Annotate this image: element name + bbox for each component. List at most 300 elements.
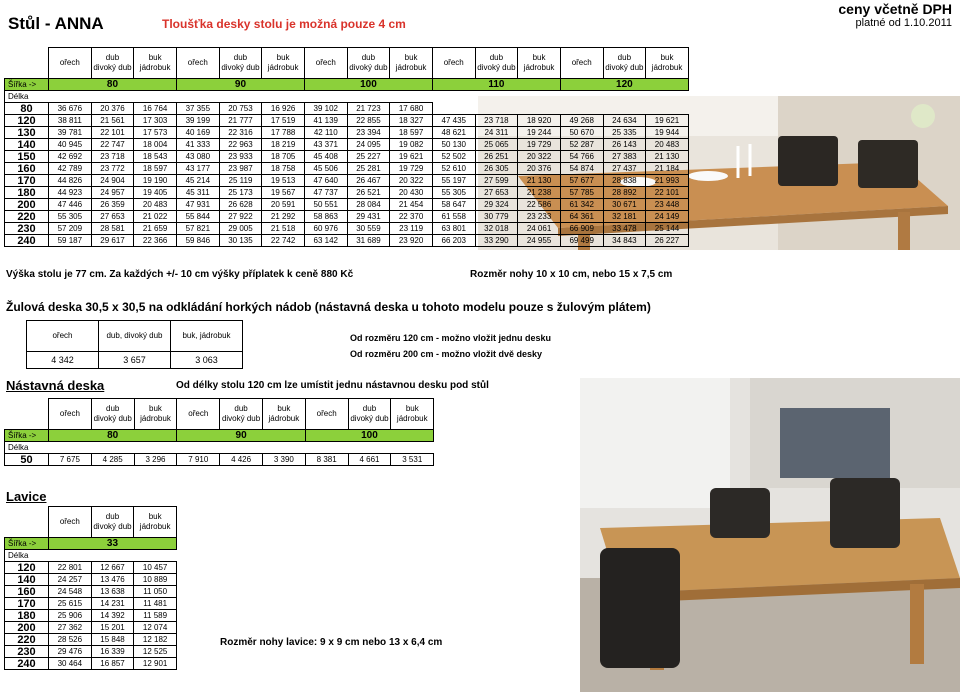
width-value: 90 <box>177 430 305 442</box>
header-row <box>5 48 689 79</box>
table-row <box>5 235 689 247</box>
blank-cell <box>49 91 689 103</box>
length-value: 140 <box>5 139 49 151</box>
price-cell: 12 525 <box>134 646 177 658</box>
length-value: 200 <box>5 622 49 634</box>
price-cell: 21 022 <box>134 211 177 223</box>
price-cell: 16 339 <box>91 646 134 658</box>
price-cell: 20 322 <box>518 151 561 163</box>
price-cell: 39 781 <box>49 127 92 139</box>
length-value: 160 <box>5 586 49 598</box>
column-header: ořech <box>49 507 92 538</box>
price-cell: 19 567 <box>262 187 305 199</box>
column-header: dub divoký dub <box>348 399 391 430</box>
price-cell: 25 227 <box>347 151 390 163</box>
length-value: 200 <box>5 199 49 211</box>
bench-table <box>4 506 177 670</box>
price-cell: 31 689 <box>347 235 390 247</box>
price-cell: 12 074 <box>134 622 177 634</box>
width-label: Šířka -> <box>5 430 49 442</box>
price-cell: 19 729 <box>390 163 433 175</box>
price-cell: 30 464 <box>49 658 92 670</box>
price-cell: 21 993 <box>646 175 689 187</box>
price-cell: 13 638 <box>91 586 134 598</box>
price-cell: 27 362 <box>49 622 92 634</box>
price-cell: 24 904 <box>91 175 134 187</box>
price-cell: 27 922 <box>219 211 262 223</box>
length-value: 80 <box>5 103 49 115</box>
column-header: ořech <box>49 48 92 79</box>
price-cell: 20 753 <box>219 103 262 115</box>
ext-header-row <box>5 399 434 430</box>
price-cell: 27 437 <box>603 163 646 175</box>
price-cell: 22 801 <box>49 562 92 574</box>
price-cell: 39 199 <box>176 115 219 127</box>
price-cell: 7 675 <box>49 454 92 466</box>
table-row <box>5 103 689 115</box>
price-cell: 16 764 <box>134 103 177 115</box>
price-cell: 29 324 <box>475 199 518 211</box>
price-cell: 24 257 <box>49 574 92 586</box>
price-cell: 3 390 <box>262 454 305 466</box>
width-value: 80 <box>49 430 177 442</box>
price-cell: 12 182 <box>134 634 177 646</box>
price-cell: 18 705 <box>262 151 305 163</box>
column-header: buk jádrobuk <box>390 48 433 79</box>
price-cell: 30 559 <box>347 223 390 235</box>
table-row <box>5 211 689 223</box>
bench-width: 33 <box>49 538 177 550</box>
column-header: dub divoký dub <box>91 48 134 79</box>
price-cell: 18 327 <box>390 115 433 127</box>
price-cell: 13 476 <box>91 574 134 586</box>
length-value: 240 <box>5 658 49 670</box>
price-cell: 30 135 <box>219 235 262 247</box>
price-cell: 52 287 <box>560 139 603 151</box>
table-row <box>5 574 177 586</box>
granite-note-2: Od rozměru 200 cm - možno vložit dvě desky <box>350 349 543 359</box>
price-cell: 25 065 <box>475 139 518 151</box>
price-cell: 38 811 <box>49 115 92 127</box>
price-cell: 50 551 <box>304 199 347 211</box>
price-cell: 19 621 <box>390 151 433 163</box>
price-cell: 66 909 <box>560 223 603 235</box>
price-cell: 26 143 <box>603 139 646 151</box>
price-cell: 29 005 <box>219 223 262 235</box>
price-cell: 27 599 <box>475 175 518 187</box>
price-cell: 21 292 <box>262 211 305 223</box>
price-cell: 23 772 <box>91 163 134 175</box>
valid-from: platné od 1.10.2011 <box>855 17 952 29</box>
price-cell: 26 251 <box>475 151 518 163</box>
price-cell: 17 788 <box>262 127 305 139</box>
price-cell: 20 322 <box>390 175 433 187</box>
column-header: buk jádrobuk <box>134 48 177 79</box>
column-header: ořech <box>432 48 475 79</box>
price-cell: 20 483 <box>646 139 689 151</box>
price-cell: 52 502 <box>432 151 475 163</box>
blank-cell <box>49 550 177 562</box>
price-cell <box>475 103 518 115</box>
price-cell: 28 581 <box>91 223 134 235</box>
price-cell: 23 394 <box>347 127 390 139</box>
extension-title: Nástavná deska <box>6 378 105 393</box>
price-cell: 20 376 <box>518 163 561 175</box>
table-row <box>5 223 689 235</box>
price-cell: 18 597 <box>134 163 177 175</box>
price-cell: 22 586 <box>518 199 561 211</box>
price-cell: 28 892 <box>603 187 646 199</box>
price-cell: 21 723 <box>347 103 390 115</box>
price-cell: 20 376 <box>91 103 134 115</box>
price-cell: 15 848 <box>91 634 134 646</box>
length-value: 220 <box>5 211 49 223</box>
price-cell: 45 311 <box>176 187 219 199</box>
price-cell: 29 476 <box>49 646 92 658</box>
table-row <box>5 598 177 610</box>
price-cell: 19 244 <box>518 127 561 139</box>
corner-cell <box>5 399 49 430</box>
column-header: dub divoký dub <box>219 48 262 79</box>
leg-note: Rozměr nohy 10 x 10 cm, nebo 15 x 7,5 cm <box>470 269 673 280</box>
price-cell: 24 095 <box>347 139 390 151</box>
bench-width-row <box>5 538 177 550</box>
price-cell: 22 101 <box>91 127 134 139</box>
price-cell: 15 201 <box>91 622 134 634</box>
price-cell: 22 366 <box>134 235 177 247</box>
price-cell: 25 335 <box>603 127 646 139</box>
price-cell: 18 004 <box>134 139 177 151</box>
length-value: 120 <box>5 562 49 574</box>
length-value: 240 <box>5 235 49 247</box>
price-cell: 29 617 <box>91 235 134 247</box>
table-row <box>5 658 177 670</box>
price-cell: 19 513 <box>262 175 305 187</box>
length-value: 150 <box>5 151 49 163</box>
price-cell: 24 955 <box>518 235 561 247</box>
column-header: ořech <box>177 399 220 430</box>
column-header: dub divoký dub <box>91 507 134 538</box>
width-value: 100 <box>305 430 433 442</box>
ext-width-row <box>5 430 434 442</box>
length-label: Délka <box>5 550 49 562</box>
price-cell: 26 628 <box>219 199 262 211</box>
table-row <box>5 622 177 634</box>
price-cell: 52 610 <box>432 163 475 175</box>
width-row <box>5 79 689 91</box>
price-cell: 19 944 <box>646 127 689 139</box>
length-value: 230 <box>5 223 49 235</box>
table-row <box>5 454 434 466</box>
price-cell: 45 214 <box>176 175 219 187</box>
price-cell: 3 531 <box>391 454 434 466</box>
price-cell: 58 863 <box>304 211 347 223</box>
price-cell: 23 987 <box>219 163 262 175</box>
price-cell: 23 448 <box>646 199 689 211</box>
column-header: dub divoký dub <box>603 48 646 79</box>
price-cell: 21 184 <box>646 163 689 175</box>
column-header: ořech <box>304 48 347 79</box>
price-cell: 22 747 <box>91 139 134 151</box>
price-cell: 17 519 <box>262 115 305 127</box>
price-cell: 18 758 <box>262 163 305 175</box>
price-cell: 48 621 <box>432 127 475 139</box>
price-cell: 30 779 <box>475 211 518 223</box>
length-value: 170 <box>5 598 49 610</box>
price-cell: 50 670 <box>560 127 603 139</box>
price-cell: 47 931 <box>176 199 219 211</box>
price-cell: 29 431 <box>347 211 390 223</box>
length-label: Délka <box>5 442 49 454</box>
price-cell: 20 430 <box>390 187 433 199</box>
price-cell: 25 119 <box>219 175 262 187</box>
price-cell: 55 197 <box>432 175 475 187</box>
price-cell: 18 543 <box>134 151 177 163</box>
price-cell: 24 634 <box>603 115 646 127</box>
table-row <box>5 127 689 139</box>
price-cell: 55 844 <box>176 211 219 223</box>
price-cell: 4 426 <box>220 454 263 466</box>
price-cell: 20 483 <box>134 199 177 211</box>
price-cell: 3 063 <box>171 352 243 369</box>
column-header: dub divoký dub <box>475 48 518 79</box>
main-price-table <box>4 47 689 247</box>
length-value: 230 <box>5 646 49 658</box>
column-header: dub, divoký dub <box>99 321 171 352</box>
price-cell: 23 119 <box>390 223 433 235</box>
price-cell: 20 591 <box>262 199 305 211</box>
table-row <box>5 163 689 175</box>
length-value: 50 <box>5 454 49 466</box>
column-header: ořech <box>49 399 92 430</box>
table-row <box>5 115 689 127</box>
granite-title: Žulová deska 30,5 x 30,5 na odkládání horkých nádob (nástavná deska u tohoto modelu pouze s žulovým plátem) <box>6 300 651 314</box>
bench-length-label-row <box>5 550 177 562</box>
table-row <box>5 199 689 211</box>
price-cell: 47 640 <box>304 175 347 187</box>
price-cell: 25 281 <box>347 163 390 175</box>
page-title: Stůl - ANNA <box>8 14 104 33</box>
price-cell: 41 333 <box>176 139 219 151</box>
price-cell: 45 506 <box>304 163 347 175</box>
table-row <box>5 634 177 646</box>
price-cell: 24 548 <box>49 586 92 598</box>
price-cell: 21 777 <box>219 115 262 127</box>
extension-note: Od délky stolu 120 cm lze umístit jednu nástavnou desku pod stůl <box>176 380 489 391</box>
price-cell: 4 661 <box>348 454 391 466</box>
column-header: buk jádrobuk <box>518 48 561 79</box>
granite-header-row <box>27 321 243 352</box>
price-cell: 12 901 <box>134 658 177 670</box>
price-cell: 42 692 <box>49 151 92 163</box>
price-cell: 25 906 <box>49 610 92 622</box>
price-cell: 18 597 <box>390 127 433 139</box>
length-value: 180 <box>5 610 49 622</box>
price-cell: 19 621 <box>646 115 689 127</box>
price-cell: 57 821 <box>176 223 219 235</box>
price-cell: 47 435 <box>432 115 475 127</box>
price-cell: 42 789 <box>49 163 92 175</box>
price-cell <box>603 103 646 115</box>
price-cell: 39 102 <box>304 103 347 115</box>
price-cell: 22 101 <box>646 187 689 199</box>
price-cell: 11 589 <box>134 610 177 622</box>
dining-photo <box>580 378 960 692</box>
bench-title: Lavice <box>6 489 47 504</box>
price-cell: 61 558 <box>432 211 475 223</box>
table-row <box>5 586 177 598</box>
price-cell: 28 084 <box>347 199 390 211</box>
price-cell: 19 405 <box>134 187 177 199</box>
price-cell: 66 203 <box>432 235 475 247</box>
price-cell: 50 130 <box>432 139 475 151</box>
column-header: buk jádrobuk <box>646 48 689 79</box>
column-header: dub divoký dub <box>220 399 263 430</box>
length-value: 140 <box>5 574 49 586</box>
price-cell: 33 290 <box>475 235 518 247</box>
length-value: 180 <box>5 187 49 199</box>
price-cell: 57 785 <box>560 187 603 199</box>
column-header: buk jádrobuk <box>134 399 177 430</box>
price-cell: 21 518 <box>262 223 305 235</box>
table-row <box>5 187 689 199</box>
length-label: Délka <box>5 91 49 103</box>
price-cell: 18 219 <box>262 139 305 151</box>
price-cell: 32 018 <box>475 223 518 235</box>
price-cell: 64 361 <box>560 211 603 223</box>
price-cell: 19 190 <box>134 175 177 187</box>
column-header: dub divoký dub <box>347 48 390 79</box>
price-cell: 21 130 <box>518 175 561 187</box>
price-cell: 17 573 <box>134 127 177 139</box>
price-label: ceny včetně DPH <box>838 1 952 17</box>
blank-cell <box>49 442 434 454</box>
width-value: 120 <box>560 79 688 91</box>
price-cell: 45 408 <box>304 151 347 163</box>
price-cell: 57 677 <box>560 175 603 187</box>
price-cell: 28 526 <box>49 634 92 646</box>
price-cell: 11 481 <box>134 598 177 610</box>
width-value: 90 <box>176 79 304 91</box>
price-cell: 58 647 <box>432 199 475 211</box>
column-header: dub divoký dub <box>91 399 134 430</box>
price-cell: 69 499 <box>560 235 603 247</box>
price-cell: 23 920 <box>390 235 433 247</box>
price-cell: 44 826 <box>49 175 92 187</box>
length-value: 120 <box>5 115 49 127</box>
price-cell: 27 383 <box>603 151 646 163</box>
price-cell: 11 050 <box>134 586 177 598</box>
price-cell: 23 718 <box>91 151 134 163</box>
price-cell: 63 142 <box>304 235 347 247</box>
price-cell: 22 370 <box>390 211 433 223</box>
price-cell: 23 233 <box>518 211 561 223</box>
price-cell: 4 342 <box>27 352 99 369</box>
price-cell: 23 933 <box>219 151 262 163</box>
price-cell: 26 521 <box>347 187 390 199</box>
width-value: 100 <box>304 79 432 91</box>
price-cell: 33 478 <box>603 223 646 235</box>
price-cell: 60 976 <box>304 223 347 235</box>
price-cell <box>432 103 475 115</box>
price-cell: 21 238 <box>518 187 561 199</box>
price-cell: 24 061 <box>518 223 561 235</box>
price-cell: 26 305 <box>475 163 518 175</box>
price-cell: 25 173 <box>219 187 262 199</box>
price-cell: 22 742 <box>262 235 305 247</box>
price-cell: 10 457 <box>134 562 177 574</box>
price-cell: 47 737 <box>304 187 347 199</box>
price-cell: 19 082 <box>390 139 433 151</box>
price-cell: 43 080 <box>176 151 219 163</box>
price-cell: 7 910 <box>177 454 220 466</box>
price-cell: 63 801 <box>432 223 475 235</box>
price-cell: 26 467 <box>347 175 390 187</box>
height-note: Výška stolu je 77 cm. Za každých +/- 10 cm výšky příplatek k ceně 880 Kč <box>6 269 354 280</box>
price-cell: 18 920 <box>518 115 561 127</box>
price-cell: 24 311 <box>475 127 518 139</box>
length-value: 130 <box>5 127 49 139</box>
price-cell: 17 303 <box>134 115 177 127</box>
column-header: buk, jádrobuk <box>171 321 243 352</box>
price-cell: 10 889 <box>134 574 177 586</box>
column-header: ořech <box>176 48 219 79</box>
price-cell: 27 653 <box>91 211 134 223</box>
price-cell: 28 838 <box>603 175 646 187</box>
price-cell: 26 227 <box>646 235 689 247</box>
table-row <box>5 646 177 658</box>
width-value: 110 <box>432 79 560 91</box>
bench-header-row <box>5 507 177 538</box>
table-row <box>5 562 177 574</box>
price-cell: 21 659 <box>134 223 177 235</box>
price-cell: 16 926 <box>262 103 305 115</box>
price-cell: 49 268 <box>560 115 603 127</box>
thickness-note: Tloušťka desky stolu je možná pouze 4 cm <box>162 17 406 31</box>
price-cell: 4 285 <box>91 454 134 466</box>
width-label: Šířka -> <box>5 538 49 550</box>
price-cell: 22 855 <box>347 115 390 127</box>
price-cell: 55 305 <box>49 211 92 223</box>
price-cell: 3 657 <box>99 352 171 369</box>
table-row <box>5 139 689 151</box>
table-row <box>5 610 177 622</box>
price-cell: 43 177 <box>176 163 219 175</box>
price-cell: 40 169 <box>176 127 219 139</box>
granite-table <box>26 320 243 369</box>
price-cell: 41 139 <box>304 115 347 127</box>
price-cell: 40 945 <box>49 139 92 151</box>
bench-leg-note: Rozměr nohy lavice: 9 x 9 cm nebo 13 x 6,4 cm <box>220 637 443 648</box>
price-cell: 21 130 <box>646 151 689 163</box>
corner-cell <box>5 507 49 538</box>
price-cell: 54 874 <box>560 163 603 175</box>
price-cell: 3 296 <box>134 454 177 466</box>
width-value: 80 <box>49 79 177 91</box>
price-cell: 21 454 <box>390 199 433 211</box>
price-cell: 24 957 <box>91 187 134 199</box>
price-cell: 26 359 <box>91 199 134 211</box>
price-cell: 55 305 <box>432 187 475 199</box>
length-value: 160 <box>5 163 49 175</box>
price-cell: 23 718 <box>475 115 518 127</box>
price-cell: 14 392 <box>91 610 134 622</box>
column-header: ořech <box>305 399 348 430</box>
granite-note-1: Od rozměru 120 cm - možno vložit jednu desku <box>350 333 552 343</box>
price-cell: 59 846 <box>176 235 219 247</box>
column-header: buk jádrobuk <box>134 507 177 538</box>
price-cell: 8 381 <box>305 454 348 466</box>
